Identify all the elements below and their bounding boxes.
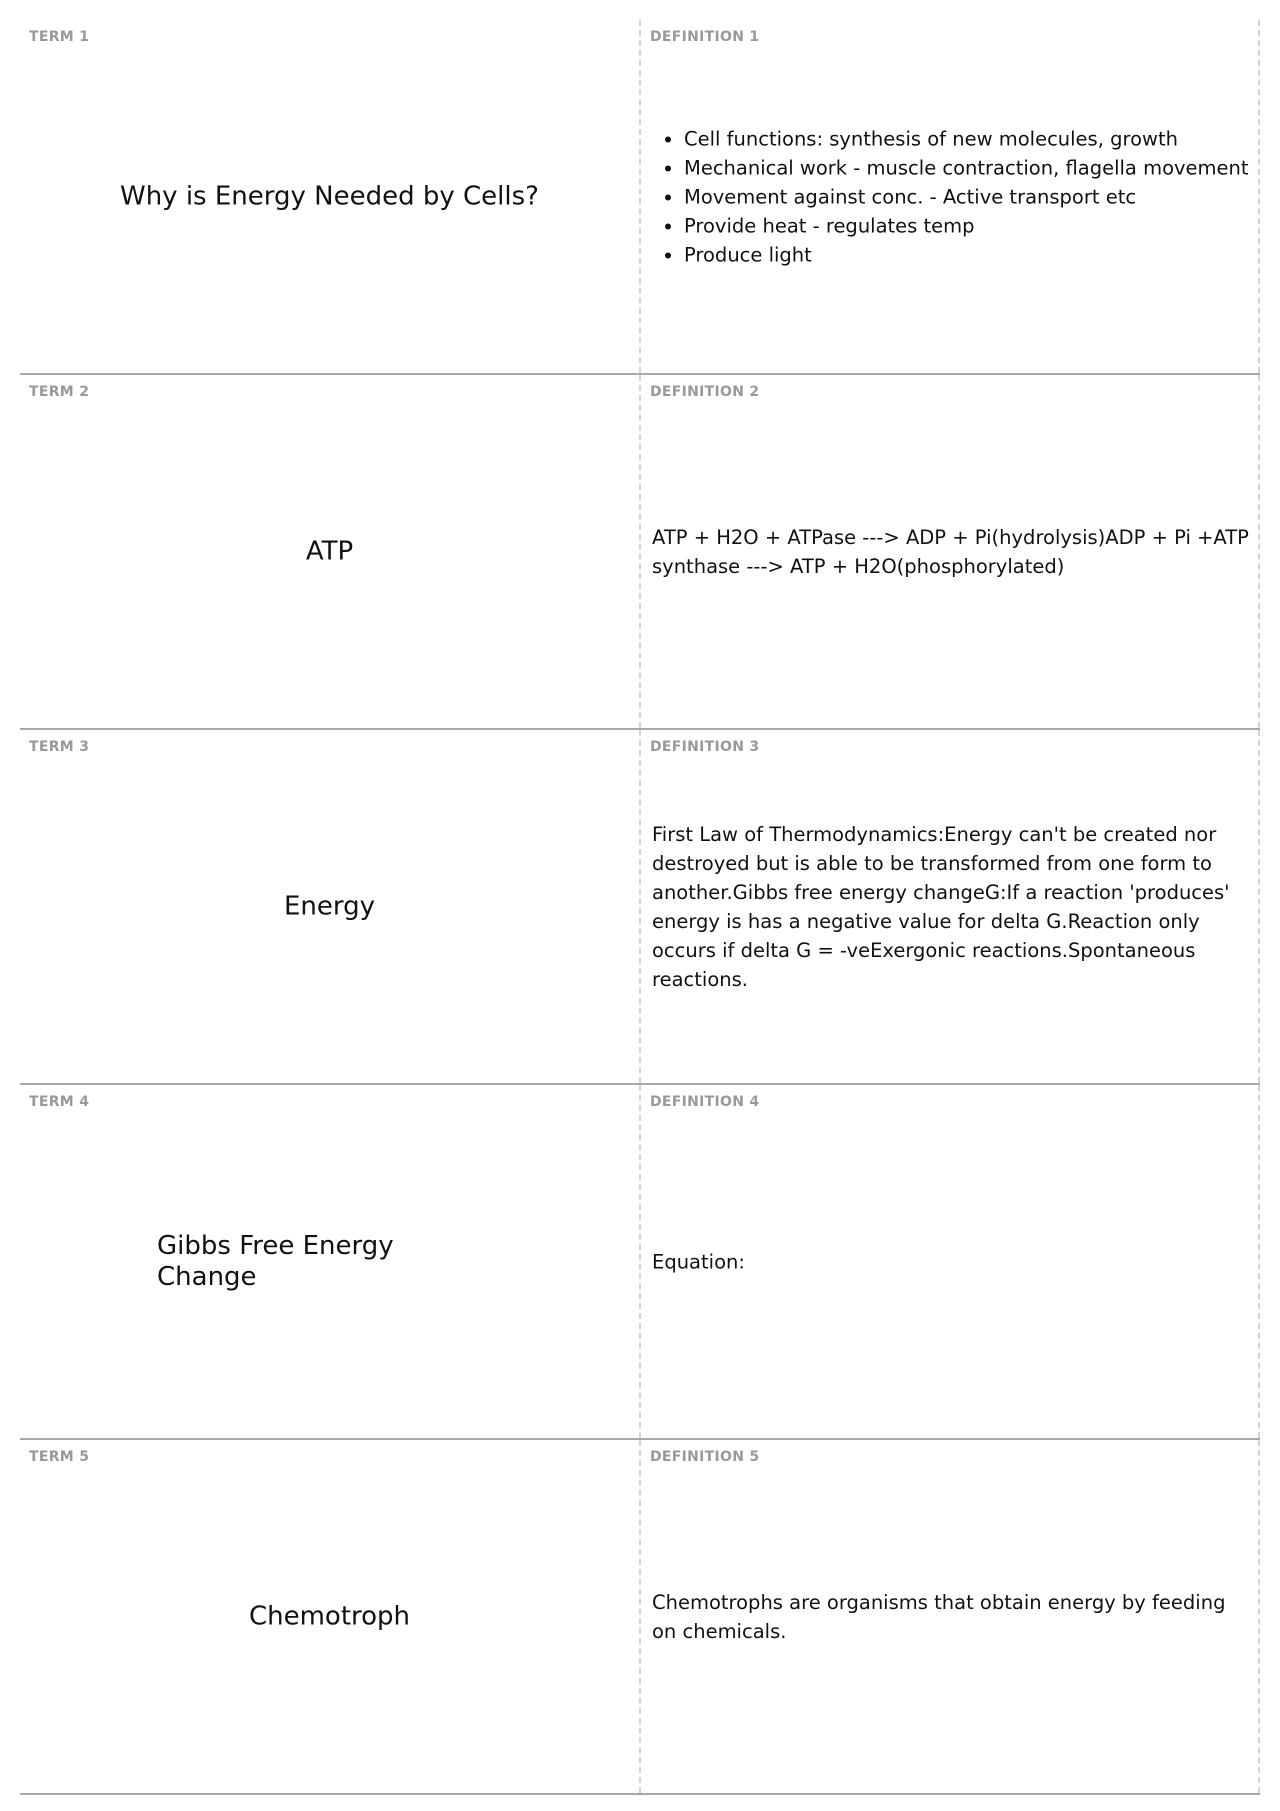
definition-text: Chemotrophs are organisms that obtain energy by feeding on chemicals. <box>652 1590 1226 1643</box>
definition-cell <box>641 1440 1260 1793</box>
definition-cell <box>641 730 1260 1083</box>
term-label: TERM 4 <box>29 1094 90 1110</box>
definition-label: DEFINITION 2 <box>650 384 760 400</box>
term-label: TERM 2 <box>29 384 90 400</box>
flashcard-row <box>20 1085 1260 1440</box>
definition-body <box>652 124 1250 269</box>
list-item: • Provide heat - regulates temp <box>684 211 1250 240</box>
definition-cell <box>641 1085 1260 1438</box>
list-item: • Produce light <box>684 240 1250 269</box>
term-cell <box>20 1440 641 1793</box>
flashcard-row <box>20 20 1260 375</box>
definition-cell <box>641 375 1260 728</box>
definition-label: DEFINITION 4 <box>650 1094 760 1110</box>
definition-label: DEFINITION 3 <box>650 739 760 755</box>
term-label: TERM 1 <box>29 29 90 45</box>
term-cell <box>20 730 641 1083</box>
term-cell <box>20 1085 641 1438</box>
definition-text: ATP + H2O + ATPase ---> ADP + Pi(hydrolysis)ADP + Pi +ATP synthase ---> ATP + H2O(phosphorylated) <box>652 525 1249 578</box>
flashcard-row <box>20 730 1260 1085</box>
definition-cell <box>641 20 1260 373</box>
term-text: ATP <box>305 535 354 566</box>
flashcard-row <box>20 375 1260 730</box>
term-text: Gibbs Free Energy Change <box>157 1230 394 1292</box>
list-item: • Cell functions: synthesis of new molecules, growth <box>684 124 1250 153</box>
list-item: • Mechanical work - muscle contraction, flagella movement <box>684 153 1250 182</box>
definition-list <box>652 124 1250 269</box>
definition-text: Equation: <box>652 1250 745 1273</box>
term-label: TERM 3 <box>29 739 90 755</box>
term-text: Chemotroph <box>248 1600 411 1631</box>
definition-text: First Law of Thermodynamics:Energy can't be created nor destroyed but is able to be transformed from one form to another.Gibbs free energy changeG:If a reaction 'produces' energy is has a negative value for delta G.Reaction only occurs if delta G = -veExergonic reactions.Spontaneous reactions. <box>652 822 1230 991</box>
list-item: • Movement against conc. - Active transport etc <box>684 182 1250 211</box>
flashcard-sheet <box>20 20 1260 1795</box>
definition-label: DEFINITION 5 <box>650 1449 760 1465</box>
term-text: Energy <box>283 890 376 921</box>
flashcard-row <box>20 1440 1260 1795</box>
term-label: TERM 5 <box>29 1449 90 1465</box>
definition-label: DEFINITION 1 <box>650 29 760 45</box>
term-text: Why is Energy Needed by Cells? <box>120 180 539 211</box>
term-cell <box>20 375 641 728</box>
term-cell <box>20 20 641 373</box>
